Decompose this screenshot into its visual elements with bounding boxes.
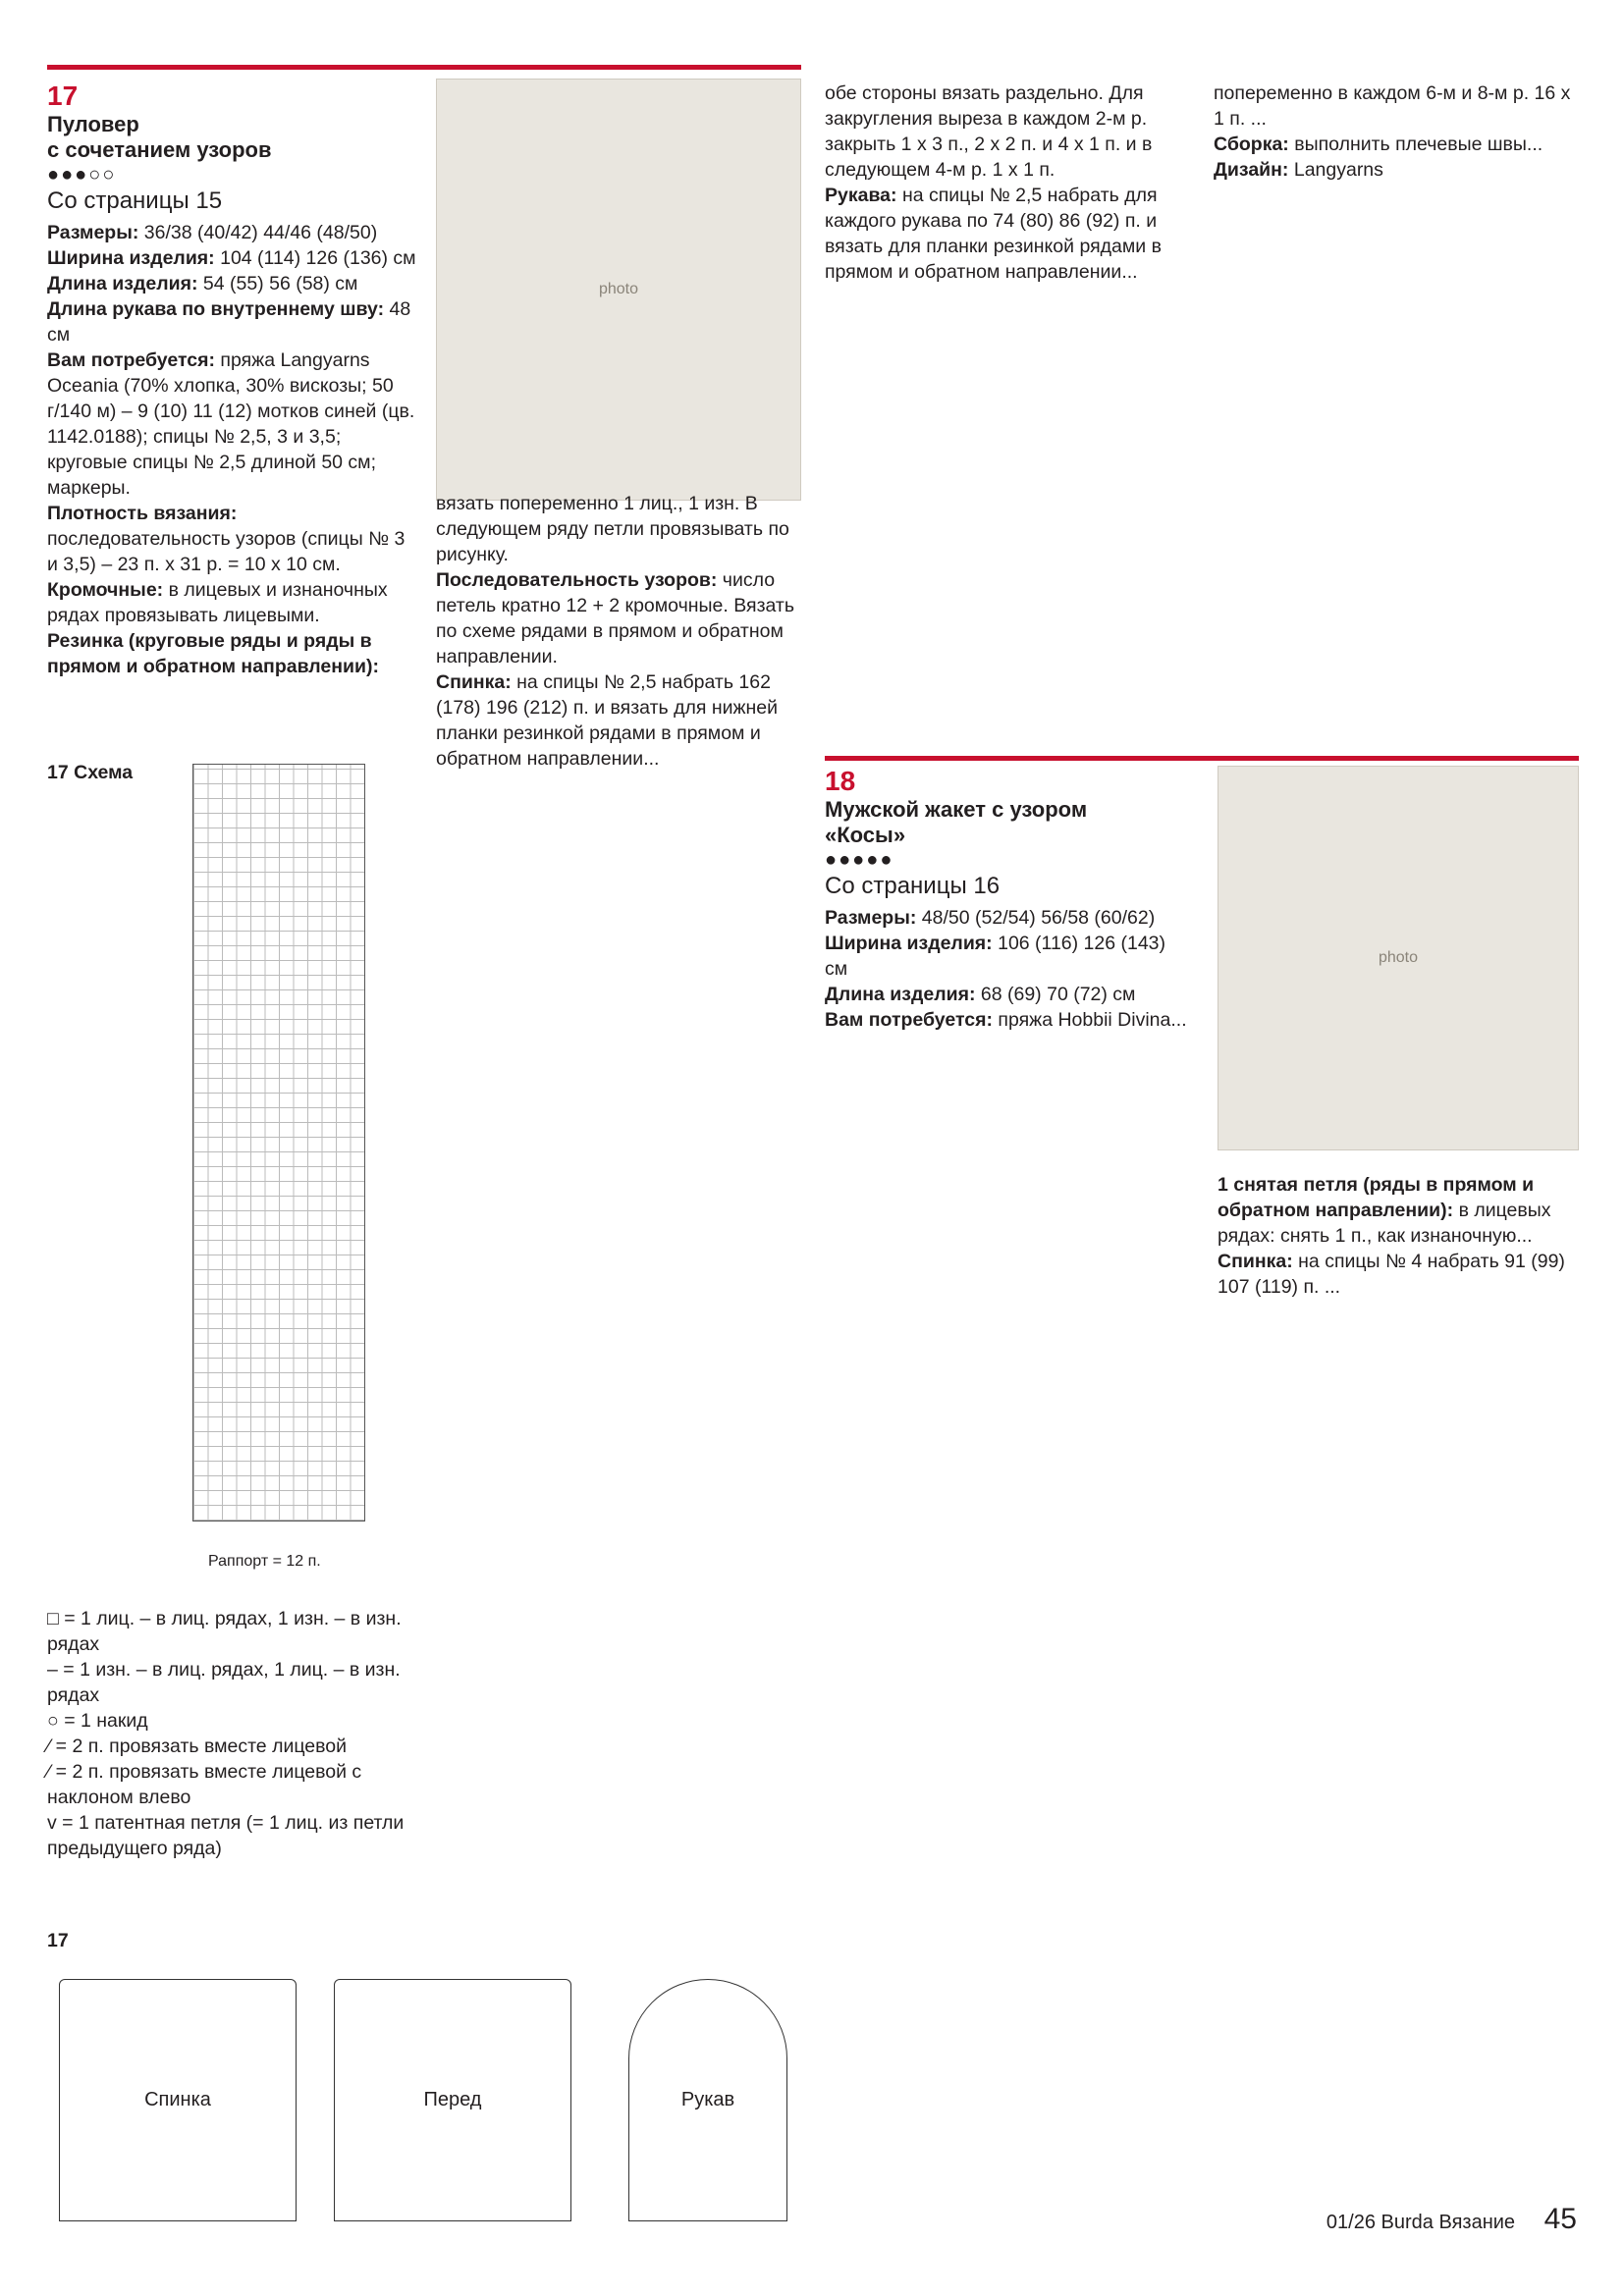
page-ref: Со страницы 16	[825, 873, 1001, 899]
schematic-front	[334, 1979, 571, 2221]
schematic-back	[59, 1979, 297, 2221]
col4	[1214, 80, 1577, 183]
para: Длина изделия: 54 (55) 56 (58) см	[47, 273, 358, 294]
legend-item: ○ = 1 накид	[47, 1710, 148, 1732]
schematic-sleeve	[628, 1979, 787, 2221]
rapport-label: Раппорт = 12 п.	[208, 1553, 321, 1570]
para: Вам потребуется: пряжа Hobbii Divina...	[825, 1009, 1187, 1031]
knit-chart	[192, 764, 365, 1522]
legend-item: v = 1 патентная петля (= 1 лиц. из петли предыдущего ряда)	[47, 1812, 405, 1859]
photo-jacket: photo	[1218, 766, 1579, 1150]
page-ref: Со страницы 15	[47, 187, 223, 214]
para: Дизайн: Langyarns	[1214, 159, 1383, 181]
legend-item: ⁄ = 2 п. провязать вместе лицевой	[47, 1735, 348, 1757]
pattern17-col2	[436, 491, 799, 772]
text	[1214, 80, 1577, 183]
schematic-label: 17	[47, 1930, 69, 1951]
brand: Burda Вязание	[1380, 2212, 1516, 2233]
title-line1: Мужской жакет с узором	[825, 797, 1088, 822]
para: Плотность вязания: последовательность узоров (спицы № 3 и 3,5) – 23 п. х 31 р. = 10 х 10 см.	[47, 503, 406, 575]
para: Ширина изделия: 106 (116) 126 (143) см	[825, 933, 1166, 980]
footer	[1326, 2203, 1577, 2236]
legend-item: □ = 1 лиц. – в лиц. рядах, 1 изн. – в изн. рядах	[47, 1608, 402, 1655]
page-number: 45	[1543, 2203, 1577, 2235]
front-label: Перед	[423, 2089, 482, 2110]
para: Спинка: на спицы № 4 набрать 91 (99) 107 (119) п. ...	[1218, 1251, 1565, 1298]
chart-title: 17 Схема	[47, 762, 134, 783]
section-rule	[825, 756, 1579, 761]
col3	[825, 80, 1188, 285]
para: Последовательность узоров: число петель кратно 12 + 2 кромочные. Вязать по схеме рядами в прямом и обратном направлении.	[436, 569, 795, 667]
para: Кромочные: в лицевых и изнаночных рядах провязывать лицевыми.	[47, 579, 388, 626]
para: Вам потребуется: пряжа Langyarns Oceania (70% хлопка, 30% вискозы; 50 г/140 м) – 9 (10) 11 (12) мотков синей (цв. 1142.0188); спицы № 2,5, 3 и 3,5; круговые спицы № 2,5 длиной 50 см; маркеры.	[47, 349, 415, 499]
para: вязать попеременно 1 лиц., 1 изн. В следующем ряду петли провязывать по рисунку.	[436, 493, 789, 565]
legend	[47, 1606, 420, 1861]
para: Размеры: 36/38 (40/42) 44/46 (48/50)	[47, 222, 378, 243]
title-line1: Пуловер	[47, 112, 139, 136]
legend-item: ⁄ = 2 п. провязать вместе лицевой с наклоном влево	[47, 1761, 362, 1808]
difficulty: ●●●●●	[825, 849, 894, 871]
text	[825, 905, 1188, 1033]
back-label: Спинка	[144, 2089, 211, 2110]
para: Рукава: на спицы № 2,5 набрать для каждого рукава по 74 (80) 86 (92) п. и вязать для планки резинкой рядами в прямом и обратном направлении...	[825, 185, 1162, 283]
text	[436, 491, 799, 772]
photo-pullover: photo	[436, 79, 801, 501]
para: обе стороны вязать раздельно. Для закругления выреза в каждом 2-м р. закрыть 1 х 3 п., 2 х 2 п. и 4 х 1 п. и в следующем 4-м р. 1 х 1 п.	[825, 82, 1153, 181]
text	[825, 80, 1188, 285]
para: Размеры: 48/50 (52/54) 56/58 (60/62)	[825, 907, 1156, 929]
para: Резинка (круговые ряды и ряды в прямом и обратном направлении):	[47, 630, 380, 677]
para: Сборка: выполнить плечевые швы...	[1214, 133, 1543, 155]
issue: 01/26	[1326, 2212, 1376, 2233]
para: Длина рукава по внутреннему шву: 48 см	[47, 298, 411, 346]
para: попеременно в каждом 6-м и 8-м р. 16 х 1 п. ...	[1214, 82, 1571, 130]
title-line2: «Косы»	[825, 823, 906, 847]
pattern-number: 18	[825, 766, 856, 796]
sleeve-label: Рукав	[680, 2089, 735, 2110]
title-line2: с сочетанием узоров	[47, 137, 272, 162]
text	[47, 220, 420, 679]
pattern17-col1	[47, 80, 420, 679]
pattern18-col1	[825, 766, 1188, 1033]
pattern-number: 17	[47, 80, 79, 111]
legend-item: – = 1 изн. – в лиц. рядах, 1 лиц. – в изн. рядах	[47, 1659, 401, 1706]
difficulty: ●●●○○	[47, 164, 117, 186]
pattern18-col2	[1218, 1172, 1577, 1300]
text	[1218, 1172, 1577, 1300]
para: Ширина изделия: 104 (114) 126 (136) см	[47, 247, 416, 269]
para: Спинка: на спицы № 2,5 набрать 162 (178) 196 (212) п. и вязать для нижней планки резинкой рядами в прямом и обратном направлении...	[436, 671, 779, 770]
para: 1 снятая петля (ряды в прямом и обратном направлении): в лицевых рядах: снять 1 п., как изнаночную...	[1218, 1174, 1551, 1247]
top-rule	[47, 65, 801, 70]
para: Длина изделия: 68 (69) 70 (72) см	[825, 984, 1136, 1005]
